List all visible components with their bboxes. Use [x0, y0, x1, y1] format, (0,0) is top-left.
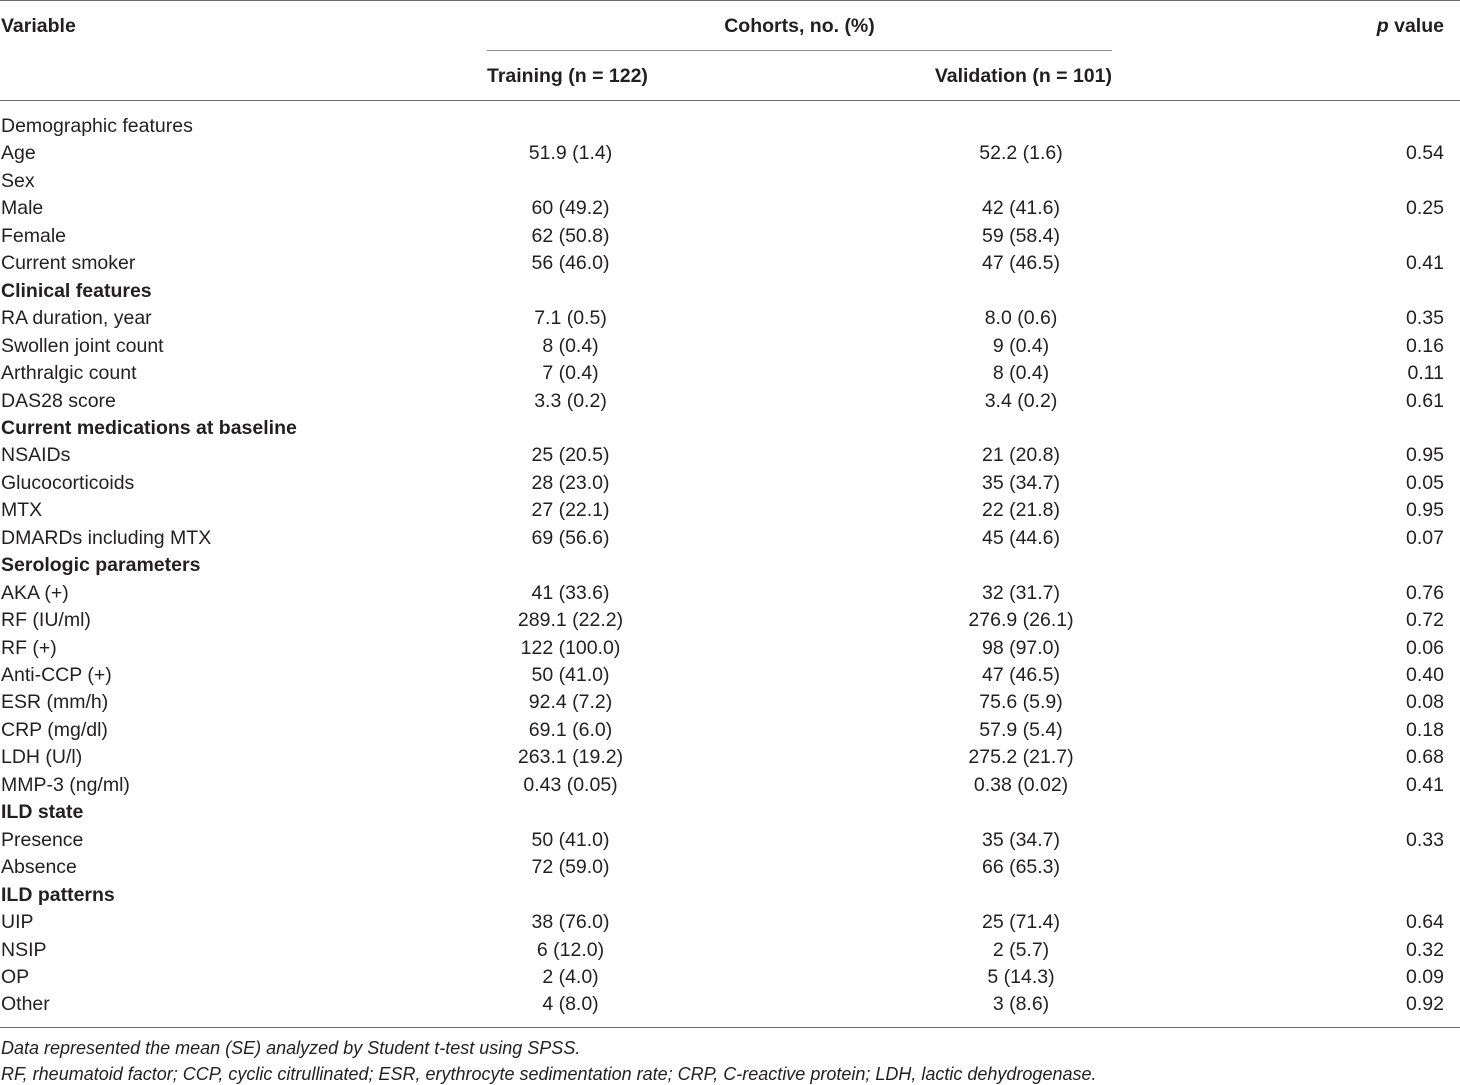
cell-training: 122 (100.0)	[520, 637, 621, 659]
cell-p-value: 0.41	[1406, 774, 1444, 796]
cell-training: 2 (4.0)	[542, 966, 599, 988]
cell-validation: 98 (97.0)	[981, 637, 1061, 659]
cell-p-value: 0.95	[1406, 444, 1444, 466]
footnote-2: RF, rheumatoid factor; CCP, cyclic citrullinated; ESR, erythrocyte sedimentation rate; CRP, C-reactive protein; LDH, lactic dehydrogenase.	[1, 1064, 1097, 1084]
cell-training: 8 (0.4)	[542, 335, 599, 357]
row-label: RA duration, year	[1, 307, 152, 329]
cell-validation: 42 (41.6)	[981, 197, 1061, 219]
cell-p-value: 0.11	[1407, 362, 1444, 384]
cell-training: 51.9 (1.4)	[528, 142, 613, 164]
cell-p-value: 0.54	[1406, 142, 1444, 164]
row-label: Current smoker	[1, 252, 136, 274]
cell-training: 72 (59.0)	[531, 856, 610, 878]
row-label: Age	[1, 142, 36, 164]
cell-p-value: 0.09	[1406, 966, 1444, 988]
section-heading: Clinical features	[1, 280, 152, 302]
row-label: LDH (U/l)	[1, 746, 83, 768]
cell-validation: 35 (34.7)	[981, 472, 1061, 494]
row-label: UIP	[1, 911, 34, 933]
cell-validation: 45 (44.6)	[981, 527, 1061, 549]
section-heading: Current medications at baseline	[1, 417, 297, 439]
cell-p-value: 0.72	[1406, 609, 1444, 631]
cell-p-value: 0.68	[1406, 746, 1444, 768]
row-label: Arthralgic count	[1, 362, 137, 384]
cell-validation: 22 (21.8)	[981, 499, 1061, 521]
row-label: Absence	[1, 856, 77, 878]
cell-training: 7 (0.4)	[542, 362, 599, 384]
cell-p-value: 0.92	[1406, 993, 1444, 1015]
row-label: AKA (+)	[1, 582, 69, 604]
cell-training: 0.43 (0.05)	[523, 774, 618, 796]
cell-p-value: 0.33	[1406, 829, 1444, 851]
row-label: Presence	[1, 829, 84, 851]
cell-p-value: 0.64	[1406, 911, 1444, 933]
row-label: RF (IU/ml)	[1, 609, 91, 631]
cell-training: 62 (50.8)	[531, 225, 610, 247]
cell-validation: 52.2 (1.6)	[979, 142, 1063, 164]
cell-p-value: 0.35	[1406, 307, 1444, 329]
cell-training: 27 (22.1)	[531, 499, 610, 521]
cell-p-value: 0.61	[1406, 390, 1444, 412]
cell-p-value: 0.18	[1406, 719, 1444, 741]
cell-p-value: 0.76	[1406, 582, 1444, 604]
cell-p-value: 0.40	[1406, 664, 1444, 686]
row-label: Sex	[1, 170, 35, 192]
cell-p-value: 0.95	[1406, 499, 1444, 521]
cell-training: 38 (76.0)	[531, 911, 610, 933]
row-label: Swollen joint count	[1, 335, 164, 357]
row-label: Anti-CCP (+)	[1, 664, 112, 686]
cell-p-value: 0.41	[1406, 252, 1444, 274]
cell-validation: 57.9 (5.4)	[979, 719, 1063, 741]
cell-validation: 75.6 (5.9)	[979, 691, 1063, 713]
cell-validation: 66 (65.3)	[981, 856, 1061, 878]
top-rule	[0, 0, 1460, 1]
header-p-rest: value	[1388, 15, 1444, 37]
row-label: CRP (mg/dl)	[1, 719, 108, 741]
cell-validation: 32 (31.7)	[981, 582, 1061, 604]
section-heading: ILD state	[1, 801, 84, 823]
cell-p-value: 0.16	[1406, 335, 1444, 357]
header-p-italic: p	[1376, 15, 1389, 37]
row-label: Other	[1, 993, 50, 1015]
row-label: NSAIDs	[1, 444, 71, 466]
cell-training: 41 (33.6)	[531, 582, 610, 604]
cell-validation: 47 (46.5)	[981, 252, 1061, 274]
cell-validation: 21 (20.8)	[981, 444, 1061, 466]
cell-validation: 2 (5.7)	[992, 939, 1050, 961]
cell-training: 3.3 (0.2)	[534, 390, 607, 412]
bottom-rule	[0, 1027, 1460, 1028]
cell-training: 7.1 (0.5)	[534, 307, 607, 329]
row-label: Demographic features	[1, 115, 193, 137]
cell-training: 69.1 (6.0)	[528, 719, 613, 741]
cell-p-value: 0.05	[1406, 472, 1444, 494]
row-label: NSIP	[1, 939, 47, 961]
cell-validation: 276.9 (26.1)	[968, 609, 1074, 631]
cell-validation: 5 (14.3)	[987, 966, 1055, 988]
cell-p-value: 0.32	[1406, 939, 1444, 961]
section-heading: ILD patterns	[1, 884, 115, 906]
cell-p-value: 0.07	[1406, 527, 1444, 549]
cell-training: 4 (8.0)	[542, 993, 599, 1015]
cell-p-value: 0.25	[1406, 197, 1444, 219]
cell-validation: 0.38 (0.02)	[973, 774, 1069, 796]
cell-validation: 3 (8.6)	[992, 993, 1050, 1015]
cell-training: 50 (41.0)	[531, 664, 610, 686]
header-cohorts: Cohorts, no. (%)	[724, 15, 875, 37]
cell-training: 50 (41.0)	[531, 829, 610, 851]
header-training: Training (n = 122)	[487, 65, 648, 87]
cell-training: 6 (12.0)	[536, 939, 605, 961]
cell-validation: 59 (58.4)	[981, 225, 1061, 247]
row-label: Female	[1, 225, 67, 247]
row-label: MTX	[1, 499, 43, 521]
cell-validation: 8.0 (0.6)	[984, 307, 1058, 329]
cell-validation: 275.2 (21.7)	[968, 746, 1074, 768]
cell-training: 289.1 (22.2)	[517, 609, 624, 631]
section-heading: Serologic parameters	[1, 554, 201, 576]
cell-training: 69 (56.6)	[531, 527, 610, 549]
cell-validation: 8 (0.4)	[992, 362, 1050, 384]
cell-training: 92.4 (7.2)	[528, 691, 613, 713]
footnote-1: Data represented the mean (SE) analyzed by Student t-test using SPSS.	[1, 1038, 581, 1058]
cell-p-value: 0.06	[1406, 637, 1444, 659]
header-p-value	[1377, 14, 1444, 38]
row-label: MMP-3 (ng/ml)	[1, 774, 130, 796]
cohorts-underline	[487, 50, 1112, 51]
header-validation: Validation (n = 101)	[934, 65, 1112, 87]
row-label: ESR (mm/h)	[1, 691, 109, 713]
row-label: DMARDs including MTX	[1, 527, 212, 549]
cell-training: 60 (49.2)	[531, 197, 610, 219]
cell-validation: 25 (71.4)	[981, 911, 1061, 933]
cell-p-value: 0.08	[1406, 691, 1444, 713]
cell-validation: 9 (0.4)	[992, 335, 1050, 357]
header-rule	[0, 100, 1460, 101]
cell-validation: 35 (34.7)	[981, 829, 1061, 851]
cell-training: 28 (23.0)	[531, 472, 610, 494]
row-label: Glucocorticoids	[1, 472, 135, 494]
cell-validation: 47 (46.5)	[981, 664, 1061, 686]
row-label: DAS28 score	[1, 390, 116, 412]
row-label: Male	[1, 197, 44, 219]
cell-training: 25 (20.5)	[531, 444, 610, 466]
cell-training: 56 (46.0)	[531, 252, 610, 274]
header-variable: Variable	[1, 15, 76, 37]
cell-validation: 3.4 (0.2)	[984, 390, 1058, 412]
row-label: OP	[1, 966, 30, 988]
cell-training: 263.1 (19.2)	[517, 746, 624, 768]
row-label: RF (+)	[1, 637, 57, 659]
